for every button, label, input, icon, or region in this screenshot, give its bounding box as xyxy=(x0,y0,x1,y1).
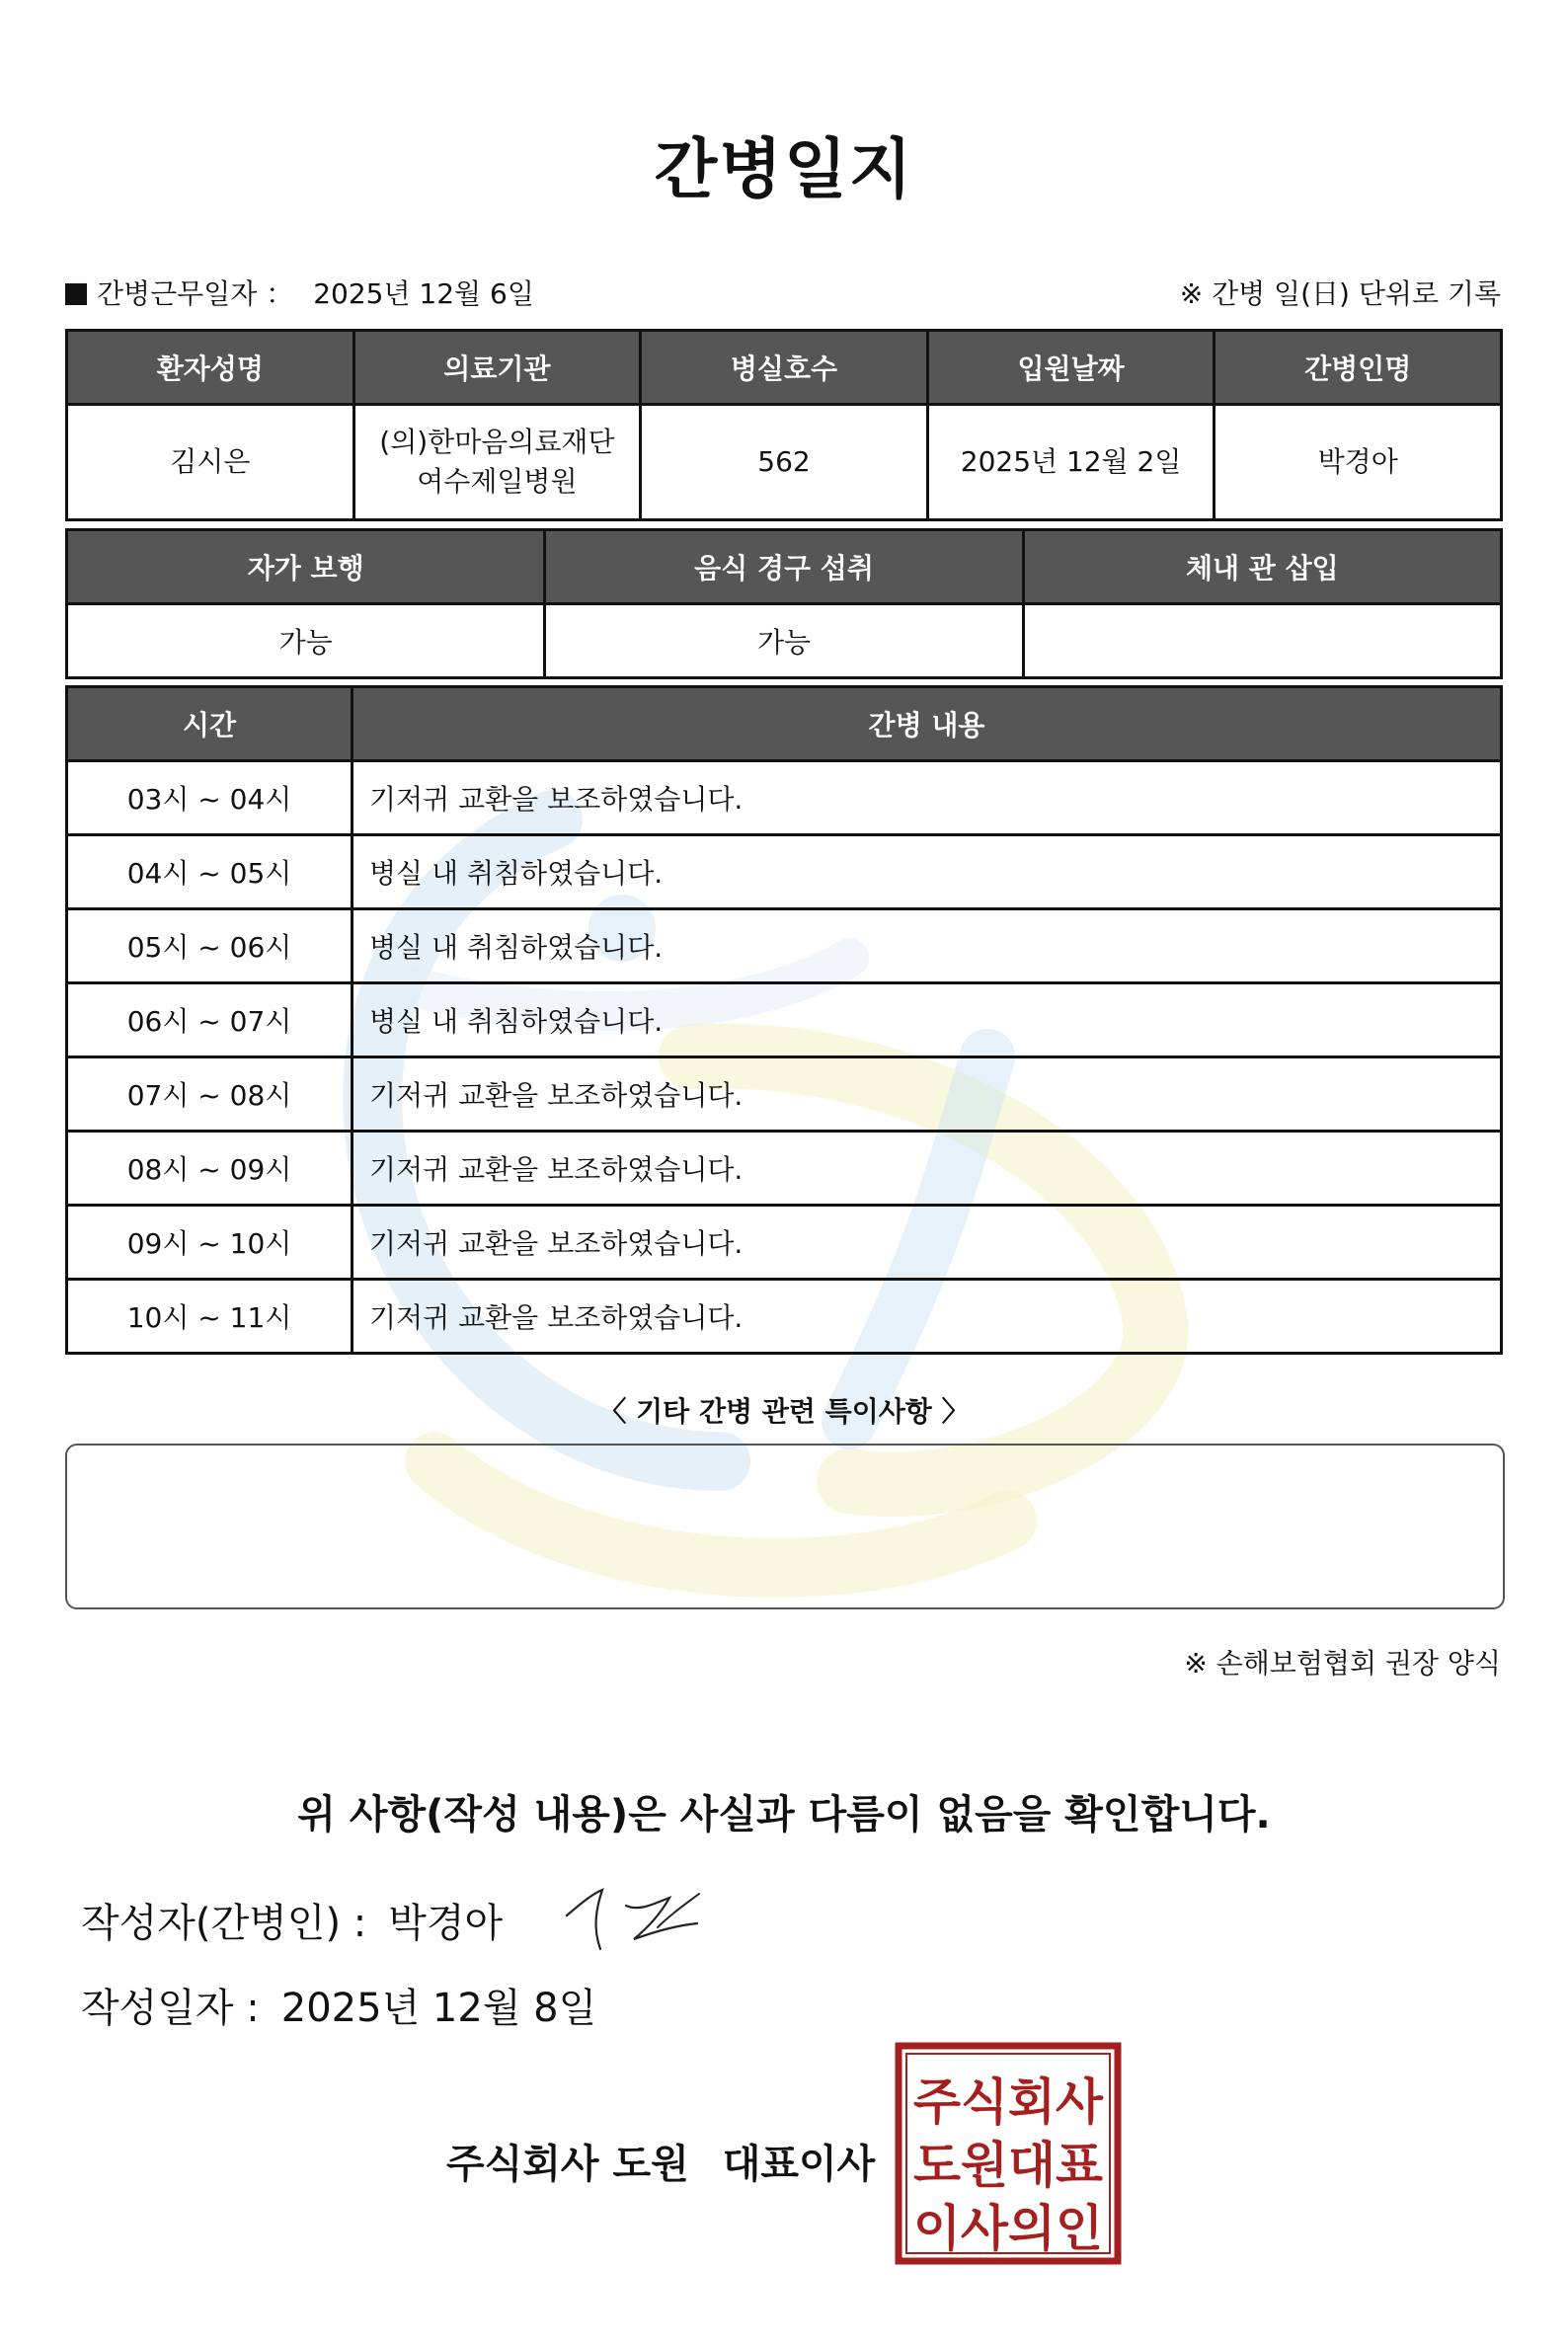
work-date-value: 2025년 12월 6일 xyxy=(313,277,534,310)
seal-line-2: 도원대표 xyxy=(913,2137,1104,2194)
confirmation-statement: 위 사항(작성 내용)은 사실과 다름이 없음을 확인합니다. xyxy=(297,1792,1271,1838)
special-notes-box xyxy=(65,1444,1505,1609)
table-row xyxy=(67,909,1502,983)
write-date-label: 작성일자 : xyxy=(81,1986,260,2031)
writer-name: 박경아 xyxy=(388,1901,504,1946)
table-row xyxy=(67,835,1502,909)
status-header-row xyxy=(67,530,1502,604)
room-number: 562 xyxy=(641,405,928,520)
log-content: 기저귀 교환을 보조하였습니다. xyxy=(353,1206,1502,1280)
log-time: 09시 ~ 10시 xyxy=(67,1206,353,1280)
status-value-row xyxy=(67,604,1502,678)
self-walking-value: 가능 xyxy=(67,604,545,678)
recommended-form-note: ※ 손해보험협회 권장 양식 xyxy=(1184,1647,1501,1680)
special-notes-title: 〈 기타 간병 관련 특이사항 〉 xyxy=(598,1395,970,1428)
unit-note: ※ 간병 일(日) 단위로 기록 xyxy=(1179,277,1501,310)
table-row xyxy=(67,1057,1502,1132)
log-time: 06시 ~ 07시 xyxy=(67,983,353,1057)
log-content: 병실 내 취침하였습니다. xyxy=(353,909,1502,983)
handwritten-signature xyxy=(561,1876,709,1955)
work-date-label: 간병근무일자 xyxy=(97,277,258,310)
patient-status-table xyxy=(65,528,1503,679)
log-content: 병실 내 취침하였습니다. xyxy=(353,983,1502,1057)
document-title: 간병일지 xyxy=(654,131,914,207)
institution-line-2: 여수제일병원 xyxy=(417,465,578,498)
writer-line xyxy=(81,1892,503,1948)
patient-info-header-row xyxy=(67,331,1502,405)
header-care-content: 간병 내용 xyxy=(353,687,1502,761)
seal-line-1: 주식회사 xyxy=(913,2073,1104,2131)
company-name: 주식회사 도원 xyxy=(446,2142,689,2187)
write-date-value: 2025년 12월 8일 xyxy=(280,1986,597,2031)
log-time: 08시 ~ 09시 xyxy=(67,1132,353,1206)
caregiver-name: 박경아 xyxy=(1215,405,1502,520)
company-signature-line xyxy=(446,2133,875,2189)
tube-insertion-value xyxy=(1023,604,1501,678)
table-row xyxy=(67,983,1502,1057)
log-time: 04시 ~ 05시 xyxy=(67,835,353,909)
header-institution: 의료기관 xyxy=(353,331,641,405)
company-title: 대표이사 xyxy=(722,2142,876,2187)
header-patient-name: 환자성명 xyxy=(67,331,354,405)
log-time: 03시 ~ 04시 xyxy=(67,761,353,835)
company-seal-stamp xyxy=(895,2042,1122,2265)
header-oral-intake: 음식 경구 섭취 xyxy=(545,530,1023,604)
admission-date: 2025년 12월 2일 xyxy=(927,405,1215,520)
patient-info-table xyxy=(65,329,1503,521)
write-date-line xyxy=(81,1977,596,2033)
table-row xyxy=(67,1132,1502,1206)
work-date-line xyxy=(65,273,534,312)
log-time: 07시 ~ 08시 xyxy=(67,1057,353,1132)
log-content: 기저귀 교환을 보조하였습니다. xyxy=(353,761,1502,835)
institution-line-1: (의)한마음의료재단 xyxy=(379,426,615,458)
log-content: 기저귀 교환을 보조하였습니다. xyxy=(353,1132,1502,1206)
square-bullet-icon xyxy=(65,283,87,305)
header-time: 시간 xyxy=(67,687,353,761)
patient-name: 김시은 xyxy=(67,405,354,520)
table-row xyxy=(67,1280,1502,1354)
table-row xyxy=(67,1206,1502,1280)
log-time: 05시 ~ 06시 xyxy=(67,909,353,983)
institution xyxy=(353,405,641,520)
work-date-separator: ： xyxy=(266,277,294,310)
header-admission-date: 입원날짜 xyxy=(927,331,1215,405)
patient-info-row xyxy=(67,405,1502,520)
log-content: 기저귀 교환을 보조하였습니다. xyxy=(353,1280,1502,1354)
seal-line-3: 이사의인 xyxy=(913,2200,1103,2257)
header-room: 병실호수 xyxy=(641,331,928,405)
oral-intake-value: 가능 xyxy=(545,604,1023,678)
header-self-walking: 자가 보행 xyxy=(67,530,545,604)
log-content: 병실 내 취침하였습니다. xyxy=(353,835,1502,909)
writer-label: 작성자(간병인) : xyxy=(81,1901,367,1946)
log-content: 기저귀 교환을 보조하였습니다. xyxy=(353,1057,1502,1132)
care-log-table xyxy=(65,685,1503,1355)
table-row xyxy=(67,761,1502,835)
header-tube-insertion: 체내 관 삽입 xyxy=(1023,530,1501,604)
header-caregiver-name: 간병인명 xyxy=(1215,331,1502,405)
care-log-header-row xyxy=(67,687,1502,761)
log-time: 10시 ~ 11시 xyxy=(67,1280,353,1354)
